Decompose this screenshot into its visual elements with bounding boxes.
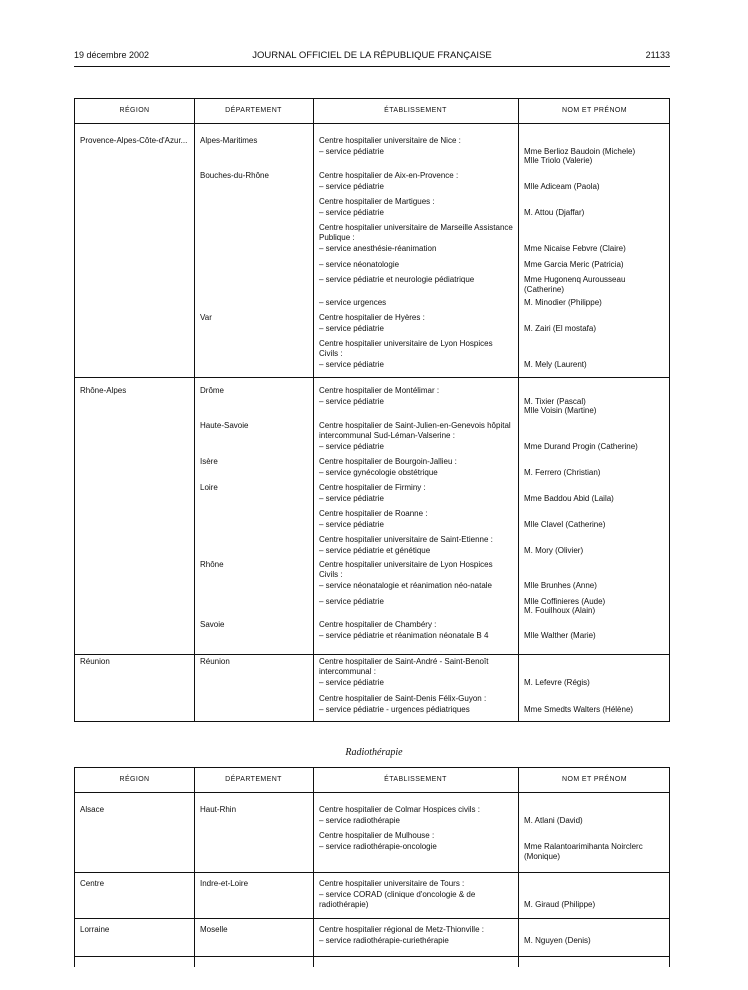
name-cell: M. Attou (Djaffar) (524, 208, 585, 217)
establishment-line: – service pédiatrie (319, 442, 384, 451)
establishment-line: – service pédiatrie (319, 360, 384, 369)
department-cell: Savoie (200, 620, 225, 629)
establishment-line: – service pédiatrie (319, 147, 384, 156)
establishment-line: – service pédiatrie et neurologie pédiatrique (319, 275, 475, 284)
col-header-region: RÉGION (119, 776, 150, 783)
establishment-line: Centre hospitalier régional de Metz-Thionville : (319, 925, 484, 934)
establishment-line: – service pédiatrie (319, 208, 384, 217)
establishment-line: Centre hospitalier de Montélimar : (319, 386, 440, 395)
establishment-line: Centre hospitalier universitaire de Lyon Hospices Civils : (319, 339, 493, 358)
establishment-line: Centre hospitalier de Hyères : (319, 313, 425, 322)
name-cell: M. Mory (Olivier) (524, 546, 584, 555)
row-separator (75, 654, 669, 655)
establishment-line: Centre hospitalier de Firminy : (319, 483, 426, 492)
name-cell: Mme Durand Progin (Catherine) (524, 442, 638, 451)
name-cell: M. Mely (Laurent) (524, 360, 587, 369)
department-cell: Indre-et-Loire (200, 879, 249, 888)
name-cell: M. Atlani (David) (524, 816, 583, 825)
row-separator (75, 377, 669, 378)
establishment-line: Centre hospitalier de Bourgoin-Jallieu : (319, 457, 457, 466)
department-cell: Isère (200, 457, 218, 466)
region-cell: Lorraine (80, 925, 110, 934)
establishment-line: Centre hospitalier de Saint-Julien-en-Genevois hôpital intercommunal Sud-Léman-Valserine : (319, 421, 511, 440)
establishment-line: Centre hospitalier universitaire de Lyon Hospices Civils : (319, 560, 493, 579)
establishment-line: Centre hospitalier de Saint-Denis Félix-Guyon : (319, 694, 487, 703)
establishment-line: – service gynécologie obstétrique (319, 468, 438, 477)
establishment-line: – service pédiatrie (319, 494, 384, 503)
department-cell: Haute-Savoie (200, 421, 249, 430)
establishment-line: – service CORAD (clinique d'oncologie & de radiothérapie) (319, 890, 476, 909)
name-cell: Mlle Brunhes (Anne) (524, 581, 597, 590)
establishment-line: – service anesthésie-réanimation (319, 244, 437, 253)
department-cell: Alpes-Maritimes (200, 136, 258, 145)
establishment-line: Centre hospitalier universitaire de Tours : (319, 879, 465, 888)
establishment-line: – service radiothérapie-oncologie (319, 842, 437, 851)
row-separator (75, 918, 669, 919)
name-cell: Mme Ralantoarimihanta Noirclerc (Monique) (524, 842, 643, 861)
establishment-line: – service urgences (319, 298, 387, 307)
establishment-line: Centre hospitalier de Roanne : (319, 509, 428, 518)
name-cell: Mlle Clavel (Catherine) (524, 520, 606, 529)
name-cell: M. Nguyen (Denis) (524, 936, 591, 945)
region-cell: Réunion (80, 657, 110, 666)
name-cell: Mlle Adiceam (Paola) (524, 182, 600, 191)
establishment-line: – service pédiatrie (319, 324, 384, 333)
name-cell: Mme Smedts Walters (Hélène) (524, 705, 634, 714)
col-header-etablissement: ÉTABLISSEMENT (384, 107, 447, 114)
department-cell: Bouches-du-Rhône (200, 171, 269, 180)
establishment-line: Centre hospitalier de Mulhouse : (319, 831, 435, 840)
establishment-line: – service pédiatrie (319, 182, 384, 191)
col-header-departement: DÉPARTEMENT (225, 107, 282, 114)
name-cell: Mme Nicaise Febvre (Claire) (524, 244, 626, 253)
name-cell: M. Minodier (Philippe) (524, 298, 602, 307)
col-header-departement: DÉPARTEMENT (225, 776, 282, 783)
establishment-line: Centre hospitalier de Chambéry : (319, 620, 437, 629)
section-title: Radiothérapie (345, 747, 403, 758)
name-cell: Mlle Triolo (Valerie) (524, 156, 593, 165)
name-cell: M. Lefevre (Régis) (524, 678, 590, 687)
header-rule (74, 66, 670, 67)
establishment-line: – service pédiatrie (319, 520, 384, 529)
row-separator (75, 956, 669, 957)
table-pediatrie (74, 98, 670, 722)
journal-title: JOURNAL OFFICIEL DE LA RÉPUBLIQUE FRANÇAISE (252, 50, 492, 61)
establishment-line: – service radiothérapie (319, 816, 400, 825)
establishment-line: – service pédiatrie - urgences pédiatriques (319, 705, 470, 714)
page-number: 21133 (645, 50, 670, 60)
region-cell: Rhône-Alpes (80, 386, 127, 395)
establishment-line: – service radiothérapie-curiethérapie (319, 936, 449, 945)
department-cell: Var (200, 313, 212, 322)
region-cell: Alsace (80, 805, 105, 814)
row-separator (75, 872, 669, 873)
department-cell: Rhône (200, 560, 224, 569)
establishment-line: – service néonatologie (319, 260, 400, 269)
name-cell: M. Ferrero (Christian) (524, 468, 601, 477)
region-cell: Centre (80, 879, 105, 888)
region-cell: Provence-Alpes-Côte-d'Azur... (80, 136, 188, 145)
department-cell: Haut-Rhin (200, 805, 237, 814)
name-cell: Mme Garcia Meric (Patricia) (524, 260, 624, 269)
establishment-line: Centre hospitalier de Colmar Hospices civils : (319, 805, 480, 814)
col-header-region: RÉGION (119, 107, 150, 114)
establishment-line: Centre hospitalier universitaire de Nice : (319, 136, 461, 145)
header-date: 19 décembre 2002 (74, 50, 150, 60)
department-cell: Moselle (200, 925, 228, 934)
establishment-line: Centre hospitalier universitaire de Saint-Etienne : (319, 535, 493, 544)
establishment-line: Centre hospitalier de Saint-André - Saint-Benoît intercommunal : (319, 657, 489, 676)
establishment-line: Centre hospitalier de Aix-en-Provence : (319, 171, 459, 180)
table-radiotherapie (74, 767, 670, 967)
establishment-line: Centre hospitalier universitaire de Marseille Assistance Publique : (319, 223, 513, 242)
establishment-line: – service néonatalogie et réanimation néo-natale (319, 581, 493, 590)
department-cell: Réunion (200, 657, 230, 666)
name-cell: Mlle Coffinieres (Aude) (524, 597, 606, 606)
department-cell: Drôme (200, 386, 225, 395)
col-header-nom: NOM ET PRÉNOM (562, 776, 627, 783)
col-header-etablissement: ÉTABLISSEMENT (384, 776, 447, 783)
establishment-line: – service pédiatrie et génétique (319, 546, 431, 555)
establishment-line: – service pédiatrie (319, 597, 384, 606)
establishment-line: Centre hospitalier de Martigues : (319, 197, 435, 206)
name-cell: Mlle Walther (Marie) (524, 631, 596, 640)
name-cell: M. Giraud (Philippe) (524, 900, 596, 909)
department-cell: Loire (200, 483, 218, 492)
establishment-line: – service pédiatrie et réanimation néonatale B 4 (319, 631, 489, 640)
name-cell: Mme Hugonenq Aurousseau (Catherine) (524, 275, 626, 294)
name-cell: M. Fouilhoux (Alain) (524, 606, 596, 615)
name-cell: Mlle Voisin (Martine) (524, 406, 597, 415)
name-cell: Mme Berlioz Baudoin (Michele) (524, 147, 636, 156)
name-cell: Mme Baddou Abid (Laila) (524, 494, 614, 503)
name-cell: M. Zairi (El mostafa) (524, 324, 597, 333)
page-header (74, 50, 670, 64)
establishment-line: – service pédiatrie (319, 397, 384, 406)
establishment-line: – service pédiatrie (319, 678, 384, 687)
col-header-nom: NOM ET PRÉNOM (562, 107, 627, 114)
name-cell: M. Tixier (Pascal) (524, 397, 586, 406)
